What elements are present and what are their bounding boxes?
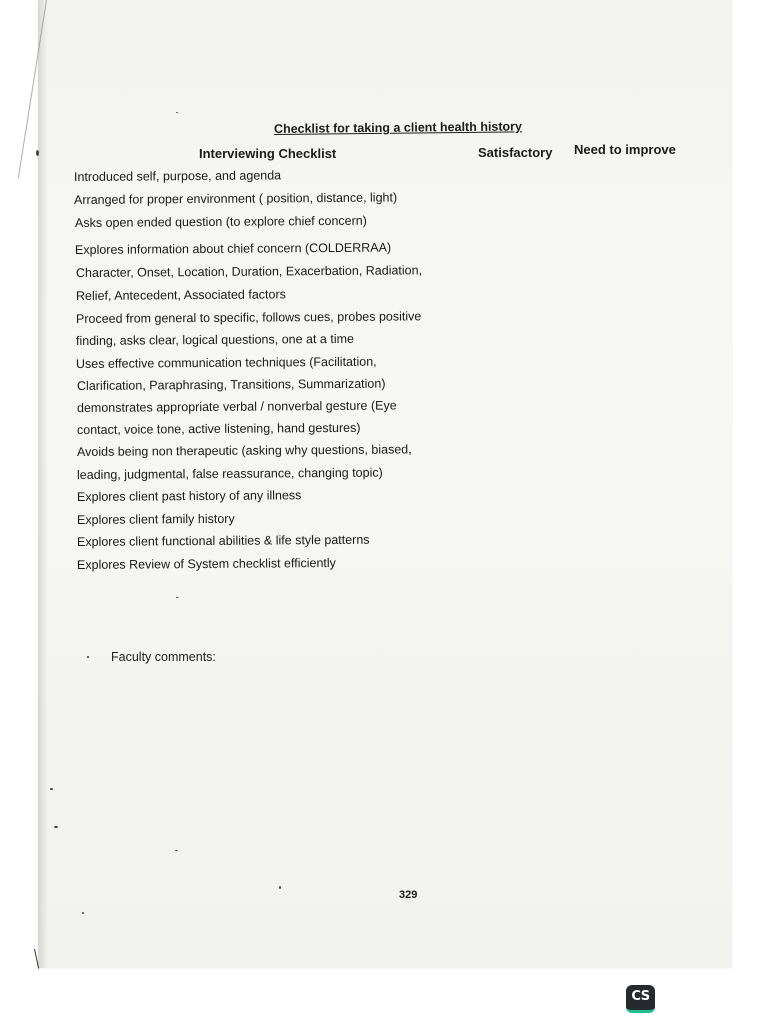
faculty-comments-label: Faculty comments: bbox=[111, 650, 216, 664]
bullet-icon bbox=[87, 656, 89, 658]
checklist-item: Proceed from general to specific, follows cues, probes positive bbox=[75, 309, 422, 326]
column-header-need-to-improve: Need to improve bbox=[574, 142, 676, 157]
checklist-item: leading, judgmental, false reassurance, changing topic) bbox=[76, 465, 383, 482]
checklist-item: contact, voice tone, active listening, hand gestures) bbox=[76, 420, 361, 437]
checklist-item: Explores client functional abilities & life style patterns bbox=[76, 532, 370, 549]
page-title: Checklist for taking a client health history bbox=[273, 119, 523, 136]
checklist-item: Clarification, Paraphrasing, Transitions, Summarization) bbox=[76, 376, 386, 393]
page-number: 329 bbox=[399, 889, 418, 901]
camscanner-logo: CS bbox=[626, 985, 655, 1013]
checklist-item: Character, Onset, Location, Duration, Exacerbation, Radiation, bbox=[75, 263, 423, 280]
scan-speck bbox=[50, 788, 53, 790]
page-edge-shadow bbox=[38, 0, 48, 968]
scan-speck bbox=[176, 112, 178, 113]
checklist-item: Explores information about chief concern (COLDERRAA) bbox=[74, 240, 392, 257]
checklist-item: finding, asks clear, logical questions, one at a time bbox=[75, 331, 354, 348]
checklist-item: Relief, Antecedent, Associated factors bbox=[75, 287, 286, 303]
checklist-item: Arranged for proper environment ( position, distance, light) bbox=[73, 190, 398, 207]
scan-speck bbox=[175, 850, 178, 851]
checklist-item: Explores Review of System checklist efficiently bbox=[76, 555, 336, 572]
scan-speck bbox=[54, 826, 58, 828]
column-header-interviewing-checklist: Interviewing Checklist bbox=[199, 146, 337, 161]
checklist-item: Avoids being non therapeutic (asking why questions, biased, bbox=[76, 442, 412, 459]
scan-speck bbox=[36, 150, 39, 156]
scan-speck bbox=[279, 886, 281, 889]
scan-speck bbox=[176, 597, 179, 598]
checklist-item: Explores client family history bbox=[76, 511, 235, 527]
checklist-item: Uses effective communication techniques (Facilitation, bbox=[75, 354, 377, 371]
checklist-item: Asks open ended question (to explore chief concern) bbox=[74, 213, 367, 230]
scan-speck bbox=[82, 912, 84, 914]
checklist-item: Explores client past history of any illness bbox=[76, 488, 302, 504]
checklist-item: Introduced self, purpose, and agenda bbox=[73, 168, 282, 184]
checklist-item: demonstrates appropriate verbal / nonverbal gesture (Eye bbox=[76, 398, 397, 415]
column-header-satisfactory: Satisfactory bbox=[478, 145, 553, 160]
